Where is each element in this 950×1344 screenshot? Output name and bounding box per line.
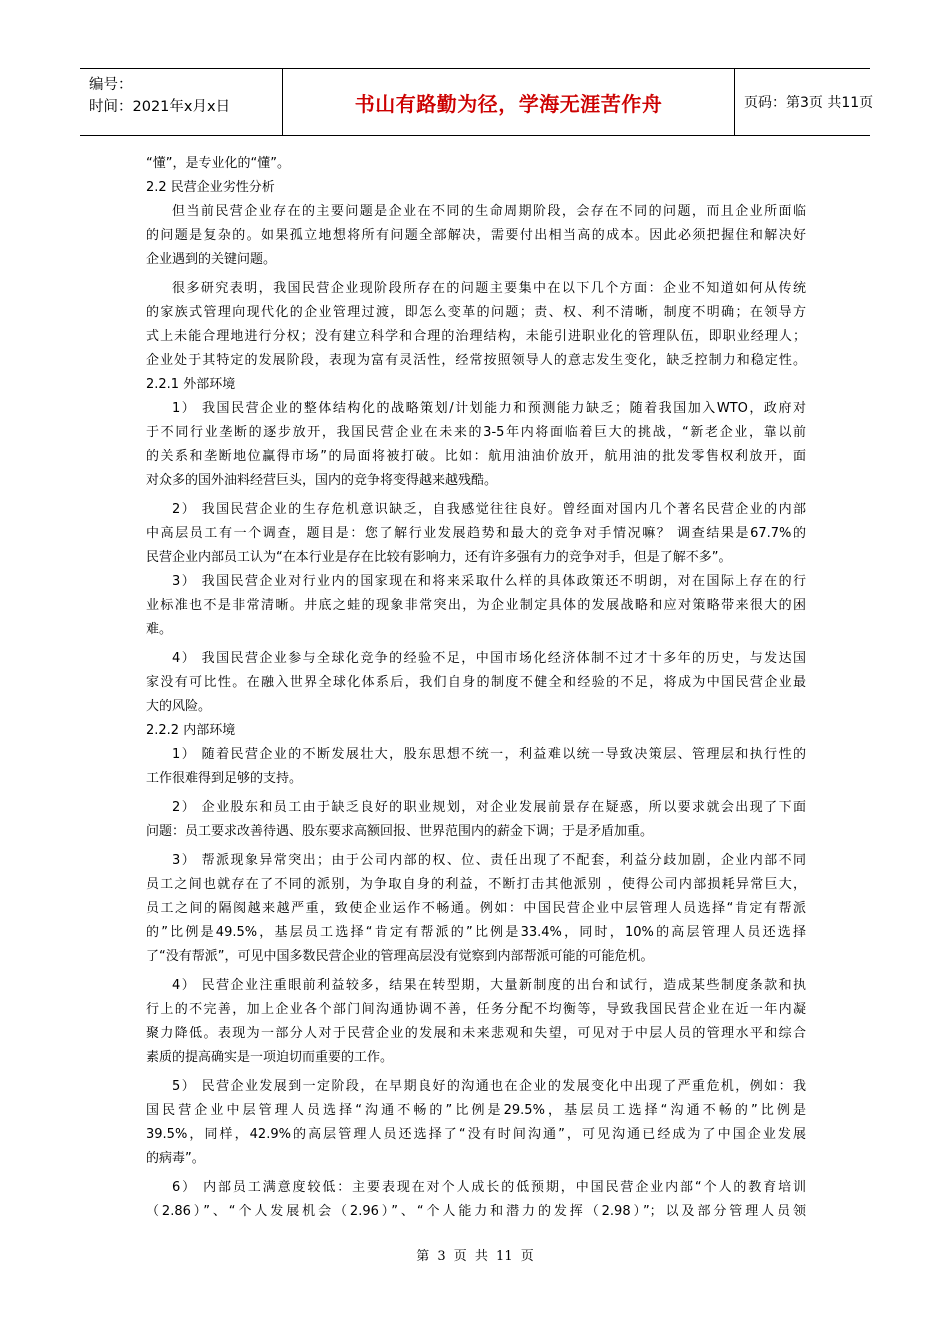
text-line: 难。: [146, 622, 173, 637]
text-line: 于不同行业垄断的逐步放开，我国民营企业在未来的3-5年内将面临着巨大的挑战，“新老企业，靠以前: [146, 425, 806, 440]
text-line: 39.5%，同样，42.9%的高层管理人员还选择了“没有时间沟通”，可见沟通已经成为了中国企业发展: [146, 1127, 806, 1142]
text-line: 企业遇到的关键问题。: [146, 252, 277, 267]
text-line: 行上的不完善，加上企业各个部门间沟通协调不善，任务分配不均衡等，导致我国民营企业在近一年内凝: [146, 1002, 806, 1017]
text-line: 4） 我国民营企业参与全球化竞争的经验不足，中国市场化经济体制不过才十多年的历史，与发达国: [172, 651, 806, 666]
page-footer: 第 3 页 共 11 页: [416, 1249, 534, 1264]
text-line: 员工之间的隔阂越来越严重，致使企业运作不畅通。例如：中国民营企业中层管理人员选择“肯定有帮派: [146, 901, 806, 916]
page-header-table: [80, 68, 874, 136]
text-line: 家没有可比性。在融入世界全球化体系后，我们自身的制度不健全和经验的不足，将成为中国民营企业最: [146, 675, 806, 690]
document-time-label: 时间：2021年x月x日: [89, 99, 231, 115]
text-line: 对众多的国外油料经营巨头，国内的竞争将变得越来越残酷。: [146, 473, 498, 488]
text-line: 员工之间也就存在了不同的派别，为争取自身的利益，不断打击其他派别 ，使得公司内部损耗异常巨大，: [146, 877, 806, 892]
text-line: 5） 民营企业发展到一定阶段，在早期良好的沟通也在企业的发展变化中出现了严重危机，例如：我: [172, 1079, 806, 1094]
text-line: 业标准也不是非常清晰。井底之蛙的现象非常突出，为企业制定具体的发展战略和应对策略带来很大的困: [146, 598, 806, 613]
text-line: “懂”，是专业化的“懂”。: [146, 156, 290, 171]
text-line: 4） 民营企业注重眼前利益较多，结果在转型期，大量新制度的出台和试行，造成某些制度条款和执: [172, 978, 806, 993]
text-line: 1） 随着民营企业的不断发展壮大，股东思想不统一，利益难以统一导致决策层、管理层和执行性的: [172, 747, 806, 762]
section-heading: 2.2 民营企业劣性分析: [146, 180, 275, 195]
subsection-heading: 2.2.2 内部环境: [146, 723, 236, 738]
text-line: 式上未能合理地进行分权；没有建立科学和合理的治理结构，未能引进职业化的管理队伍，即职业经理人；: [146, 329, 806, 344]
text-line: 的病毒”。: [146, 1151, 205, 1166]
text-line: 民营企业内部员工认为“在本行业是存在比较有影响力，还有许多强有力的竞争对手，但是了解不多”。: [146, 550, 732, 565]
text-line: 大的风险。: [146, 699, 212, 714]
text-line: 问题：员工要求改善待遇、股东要求高额回报、世界范围内的薪金下调；于是矛盾加重。: [146, 824, 654, 839]
text-line: 国民营企业中层管理人员选择“沟通不畅的”比例是29.5%，基层员工选择“沟通不畅的”比例是: [146, 1103, 806, 1118]
text-line: 3） 帮派现象异常突出；由于公司内部的权、位、责任出现了不配套，利益分歧加剧，企业内部不同: [172, 853, 806, 868]
text-line: 的家族式管理向现代化的企业管理过渡，即怎么变革的问题；责、权、利不清晰，制度不明确；在领导方: [146, 305, 806, 320]
text-line: 但当前民营企业存在的主要问题是企业在不同的生命周期阶段，会存在不同的问题，而且企业所面临: [172, 204, 806, 219]
text-line: 1） 我国民营企业的整体结构化的战略策划/计划能力和预测能力缺乏；随着我国加入WTO，政府对: [172, 401, 806, 416]
text-line: 的问题是复杂的。如果孤立地想将所有问题全部解决，需要付出相当高的成本。因此必须把握住和解决好: [146, 228, 806, 243]
text-line: 2） 企业股东和员工由于缺乏良好的职业规划，对企业发展前景存在疑惑，所以要求就会出现了下面: [172, 800, 806, 815]
header-page-cell: [735, 69, 874, 135]
document-body: [146, 152, 806, 1224]
text-line: （2.86）”、“个人发展机会（2.96）”、“个人能力和潜力的发挥（2.98）”；以及部分管理人员领: [146, 1204, 806, 1219]
text-line: 3） 我国民营企业对行业内的国家现在和将来采取什么样的具体政策还不明朗，对在国际上存在的行: [172, 574, 806, 589]
header-motto: 书山有路勤为径，学海无涯苦作舟: [354, 91, 663, 116]
subsection-heading: 2.2.1 外部环境: [146, 377, 236, 392]
text-line: 聚力降低。表现为一部分人对于民营企业的发展和未来悲观和失望，可见对于中层人员的管理水平和综合: [146, 1026, 806, 1041]
text-line: 很多研究表明，我国民营企业现阶段所存在的问题主要集中在以下几个方面：企业不知道如何从传统: [172, 281, 806, 296]
document-number-label: 编号：: [89, 77, 133, 93]
header-meta-cell: [80, 69, 282, 135]
text-line: 中高层员工有一个调查，题目是：您了解行业发展趋势和最大的竞争对手情况嘛？ 调查结果是67.7%的: [146, 526, 806, 541]
text-line: 工作很难得到足够的支持。: [146, 771, 303, 786]
text-line: 2） 我国民营企业的生存危机意识缺乏，自我感觉往往良好。曾经面对国内几个著名民营企业的内部: [172, 502, 806, 517]
header-motto-cell: [282, 69, 735, 135]
text-line: 企业处于其特定的发展阶段，表现为富有灵活性，经常按照领导人的意志发生变化，缺乏控制力和稳定性。: [146, 353, 806, 368]
header-page-code: 页码：第3页 共11页: [744, 95, 874, 111]
text-line: 的”比例是49.5%，基层员工选择“肯定有帮派的”比例是33.4%，同时，10%的高层管理人员还选择: [146, 925, 806, 940]
text-line: 6） 内部员工满意度较低：主要表现在对个人成长的低预期，中国民营企业内部“个人的教育培训: [172, 1180, 806, 1195]
text-line: 的关系和垄断地位赢得市场”的局面将被打破。比如：航用油油价放开，航用油的批发零售权利放开，面: [146, 449, 806, 464]
text-line: 素质的提高确实是一项迫切而重要的工作。: [146, 1050, 394, 1065]
text-line: 了“没有帮派”，可见中国多数民营企业的管理高层没有觉察到内部帮派可能的可能危机。: [146, 949, 654, 964]
